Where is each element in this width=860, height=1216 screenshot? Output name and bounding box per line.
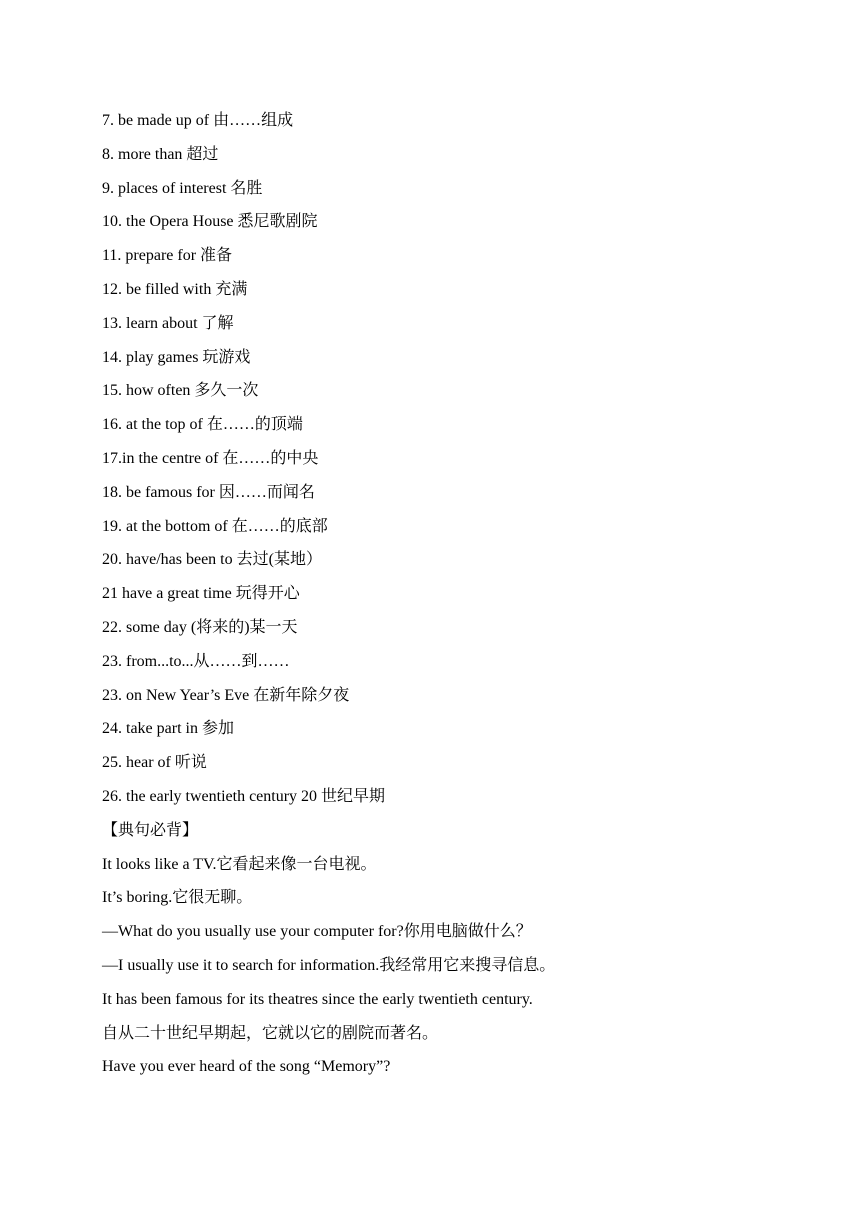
- phrase-line: 22. some day (将来的)某一天: [102, 618, 298, 636]
- phrase-line: 11. prepare for 准备: [102, 247, 233, 265]
- phrase-line: 20. have/has been to 去过(某地）: [102, 551, 322, 569]
- phrase-line: 25. hear of 听说: [102, 754, 207, 772]
- sentence-line: It looks like a TV.它看起来像一台电视。: [102, 855, 377, 873]
- phrase-line: 7. be made up of 由……组成: [102, 112, 294, 129]
- sentence-line: 自从二十世纪早期起，它就以它的剧院而著名。: [102, 1024, 439, 1042]
- phrase-line: 8. more than 超过: [102, 145, 219, 163]
- sentence-line: —I usually use it to search for information.我经常用它来搜寻信息。: [102, 956, 556, 974]
- phrase-line: 12. be filled with 充满: [102, 280, 248, 298]
- phrase-line: 15. how often 多久一次: [102, 382, 259, 400]
- phrase-line: 9. places of interest 名胜: [102, 179, 263, 197]
- phrase-line: 21 have a great time 玩得开心: [102, 585, 300, 603]
- phrase-line: 13. learn about 了解: [102, 314, 234, 332]
- phrase-line: 26. the early twentieth century 20 世纪早期: [102, 787, 386, 805]
- sentence-line: It has been famous for its theatres since the early twentieth century.: [102, 990, 533, 1008]
- phrase-line: 17.in the centre of 在……的中央: [102, 449, 319, 467]
- phrase-line: 24. take part in 参加: [102, 720, 234, 738]
- phrase-line: 19. at the bottom of 在……的底部: [102, 517, 328, 535]
- phrase-line: 18. be famous for 因……而闻名: [102, 483, 315, 501]
- sentence-line: Have you ever heard of the song “Memory”?: [102, 1058, 391, 1076]
- sentence-line: It’s boring.它很无聊。: [102, 889, 253, 907]
- section-heading: 【典句必背】: [102, 821, 199, 839]
- phrase-line: 14. play games 玩游戏: [102, 348, 251, 366]
- sentence-line: —What do you usually use your computer for?你用电脑做什么？: [102, 923, 532, 941]
- phrase-line: 16. at the top of 在……的顶端: [102, 416, 303, 434]
- document-content: [102, 104, 782, 1084]
- phrase-line: 23. on New Year’s Eve 在新年除夕夜: [102, 686, 350, 704]
- phrase-line: 10. the Opera House 悉尼歌剧院: [102, 213, 318, 231]
- phrase-line: 23. from...to...从……到……: [102, 652, 290, 670]
